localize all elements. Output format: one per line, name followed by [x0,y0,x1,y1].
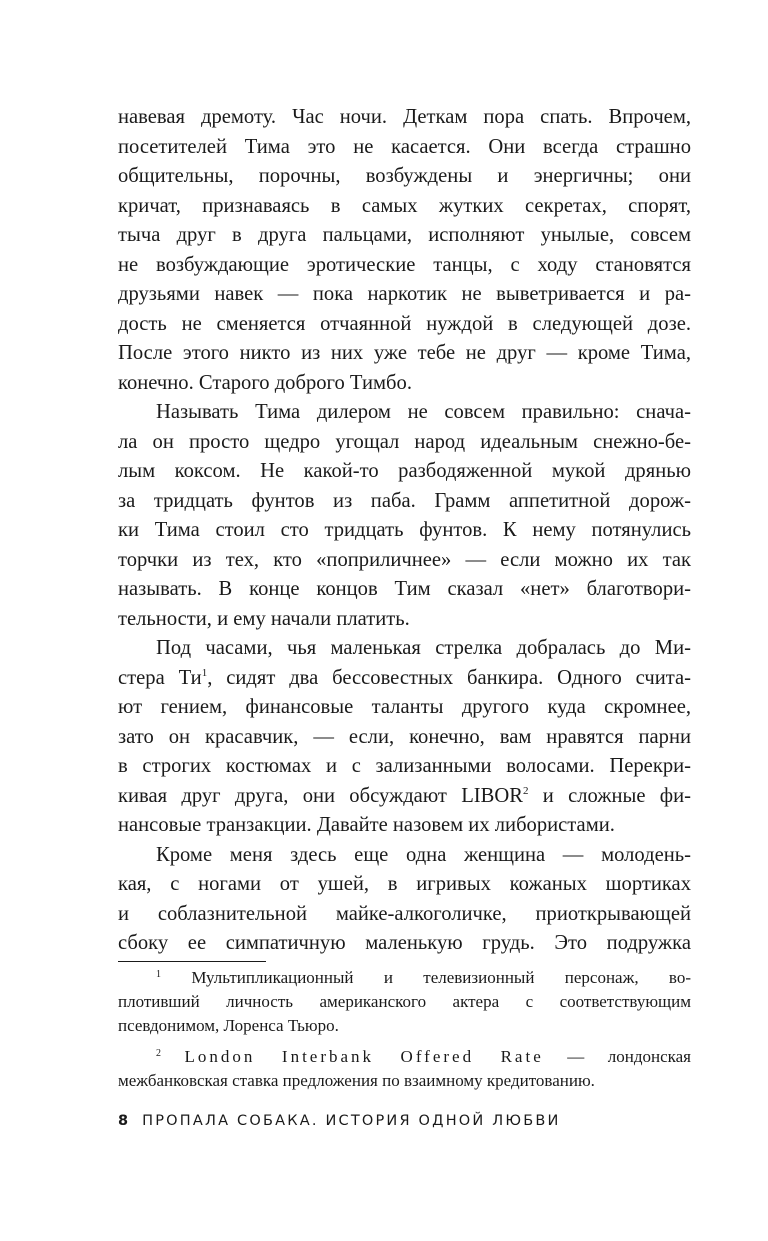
footnote-mark-2: 2 [156,1048,161,1059]
text-line [118,782,691,812]
text-line: зато он красавчик, — если, конечно, вам нравятся парни [118,725,691,748]
text-line: называть. В конце концов Тим сказал «нет» благотвори- [118,578,691,600]
text-line: ки Тима стоил сто тридцать фунтов. К нему потянулись [118,519,691,541]
text-line: навевая дремоту. Час ночи. Деткам пора спать. Впрочем, [118,106,691,128]
text-line: После этого никто из них уже тебе не друг — кроме Тима, [118,342,691,364]
text-line: лым коксом. Не какой-то разбодяженной мукой дрянью [118,460,691,482]
text-fragment: , сидят два бессовестных банкира. Одного счита- [207,666,691,689]
running-footer [118,1113,561,1129]
text-line: кричат, признаваясь в самых жутких секретах, спорят, [118,194,691,217]
text-line: Называть Тима дилером не совсем правильно: снача- [156,401,691,423]
text-line: нансовые транзакции. Давайте назовем их либористами. [118,814,615,836]
text-line: ют гением, финансовые таланты другого куда скромнее, [118,696,691,718]
text-line: кая, с ногами от ушей, в игривых кожаных шортиках [118,873,691,895]
page-number: 8 [118,1113,129,1129]
text-line [118,664,691,694]
text-fragment: London Interbank Offered Rate [184,1047,544,1066]
footnote-line: плотивший личность американского актера с соответствующим [118,992,691,1011]
text-fragment: — лондонская [543,1047,692,1066]
text-line: Под часами, чья маленькая стрелка добралась до Ми- [156,637,691,659]
footnote-line: межбанковская ставка предложения по взаимному кредитованию. [118,1071,595,1090]
text-fragment: кивая друг друга, они обсуждают LIBOR [118,784,523,807]
footnotes [118,966,691,1093]
footnote-mark-1: 1 [156,969,161,980]
text-line: в строгих костюмах и с зализанными волосами. Перекри- [118,755,691,777]
text-line: сбоку ее симпатичную маленькую грудь. Это подружка [118,932,691,954]
text-line: общительны, порочны, возбуждены и энергичны; они [118,165,691,187]
text-line: тельности, и ему начали платить. [118,607,410,630]
text-fragment: Мультипликационный и телевизионный персонаж, во- [191,968,691,987]
text-line: посетителей Тима это не касается. Они всегда страшно [118,135,691,158]
text-line: за тридцать фунтов из паба. Грамм аппетитной дорож- [118,489,691,512]
text-fragment: стера Ти [118,666,202,689]
footnote-line [118,966,691,990]
footnote-line: псевдонимом, Лоренса Тьюро. [118,1016,339,1035]
text-line: не возбуждающие эротические танцы, с ходу становятся [118,253,691,276]
footnote-line [118,1045,691,1069]
text-line: дость не сменяется отчаянной нуждой в следующей дозе. [118,312,691,335]
text-line: друзьями навек — пока наркотик не выветривается и ра- [118,283,691,305]
text-line: ла он просто щедро угощал народ идеальным снежно-бе- [118,430,691,453]
footnote-ref-1[interactable]: 1 [201,666,208,679]
book-title: ПРОПАЛА СОБАКА. ИСТОРИЯ ОДНОЙ ЛЮБВИ [142,1113,561,1129]
text-line: конечно. Старого доброго Тимбо. [118,371,412,394]
body-text [118,103,691,959]
text-line: и соблазнительной майке-алкоголичке, приоткрывающей [118,902,691,925]
text-line: тыча друг в друга пальцами, исполняют унылые, совсем [118,224,691,246]
text-line: торчки из тех, кто «поприличнее» — если можно их так [118,548,691,571]
footnote-divider [118,961,266,962]
footnote-ref-2[interactable]: 2 [523,784,529,797]
text-line: Кроме меня здесь еще одна женщина — молодень- [156,843,691,866]
text-fragment: и сложные фи- [528,784,691,807]
